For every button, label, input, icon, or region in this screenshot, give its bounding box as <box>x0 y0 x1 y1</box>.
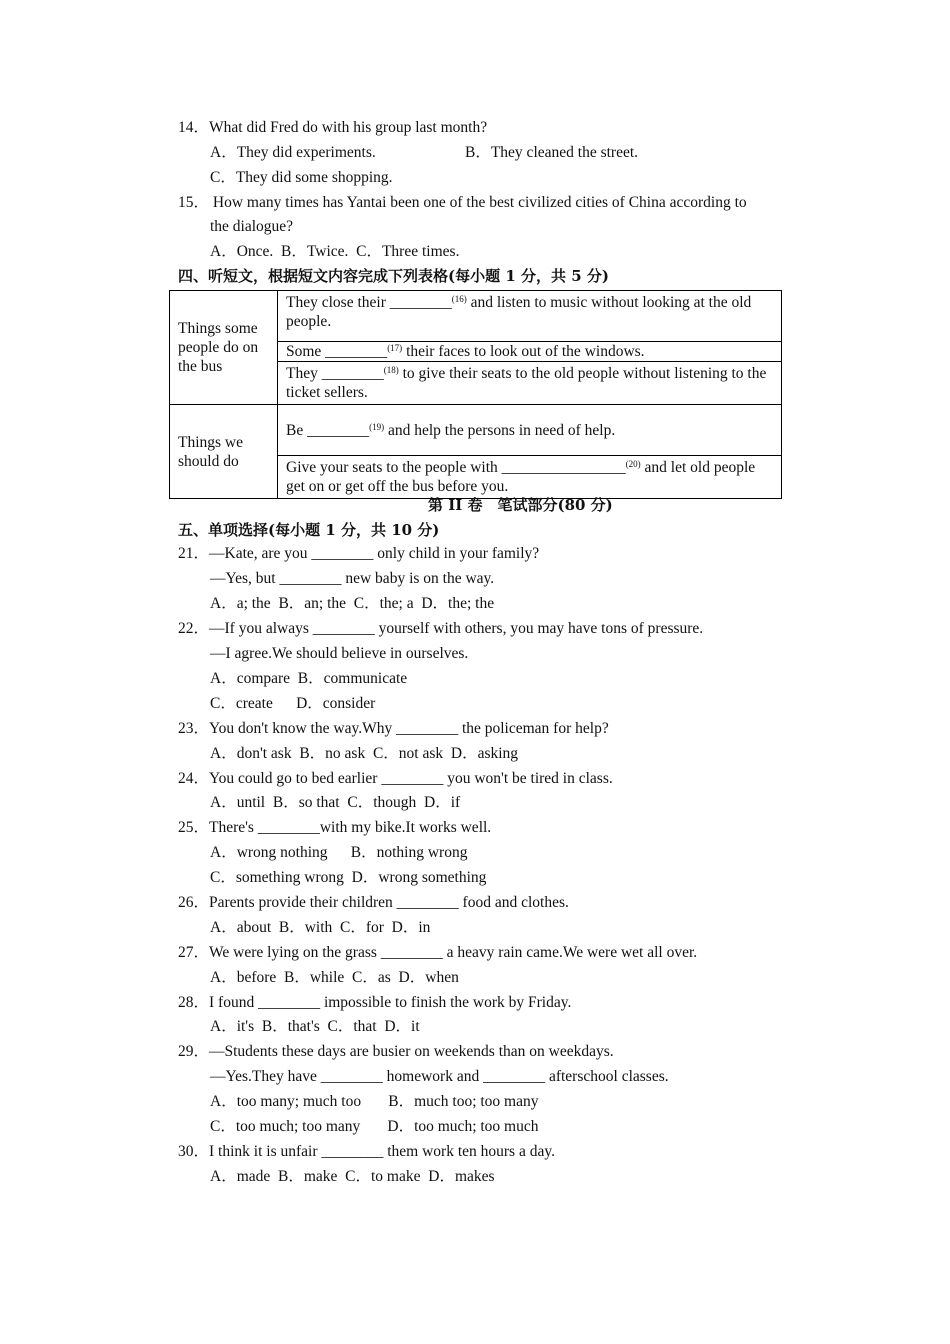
blank-17-number: (17) <box>387 343 403 353</box>
q28-options: A．it's B．that's C．that D．it <box>210 1018 420 1035</box>
q26-options: A．about B．with C．for D．in <box>210 919 431 936</box>
q25-stem: 25．There's ________with my bike.It works well. <box>178 819 492 836</box>
blank-19-number: (19) <box>369 421 385 432</box>
r18-text-cont: to give their seats to the old people without listening to the ticket sellers. <box>286 365 767 401</box>
q22-stem: 22．—If you always ________ yourself with others, you may have tons of pressure. <box>178 620 704 637</box>
q14-option-a: A．They did experiments. <box>210 144 376 161</box>
q23-options: A．don't ask B．no ask C．not ask D．asking <box>210 745 519 762</box>
q30-options: A．made B．make C．to make D．makes <box>210 1168 495 1185</box>
r20-text: Give your seats to the people with ________________ <box>286 459 626 476</box>
q26-stem: 26．Parents provide their children ________ food and clothes. <box>178 894 569 911</box>
table-row-20 <box>278 456 782 499</box>
q29-stem: 29．—Students these days are busier on weekends than on weekdays. <box>178 1043 614 1060</box>
q21-reply: —Yes, but ________ new baby is on the way. <box>210 570 495 587</box>
q14-stem: 14．What did Fred do with his group last month? <box>178 119 488 136</box>
section4-title: 四、听短文，根据短文内容完成下列表格(每小题 1 分，共 5 分) <box>178 267 609 285</box>
q15-stem: 15． How many times has Yantai been one of the best civilized cities of China according to <box>178 194 747 211</box>
q22-options-cd: C．create D．consider <box>210 695 376 712</box>
q21-options: A．a; the B．an; the C．the; a D．the; the <box>210 595 495 612</box>
q14-option-c: C．They did some shopping. <box>210 169 393 186</box>
q27-stem: 27．We were lying on the grass ________ a heavy rain came.We were wet all over. <box>178 944 698 961</box>
r19-text-cont: and help the persons in need of help. <box>384 421 616 439</box>
table-label-bus: Things some people do on the bus <box>170 291 278 405</box>
blank-16-number: (16) <box>451 294 467 304</box>
part2-title: 第 II 卷 笔试部分(80 分) <box>428 496 613 514</box>
table-row-19 <box>278 405 782 456</box>
q22-options-ab: A．compare B．communicate <box>210 670 408 687</box>
r17-text: Some ________ <box>286 343 388 360</box>
listening-table <box>169 290 782 499</box>
r19-text: Be ________ <box>286 421 370 439</box>
q23-stem: 23．You don't know the way.Why ________ the policeman for help? <box>178 720 609 737</box>
q27-options: A．before B．while C．as D．when <box>210 969 459 986</box>
r16-text: They close their ________ <box>286 294 452 311</box>
q25-options-cd: C．something wrong D．wrong something <box>210 869 487 886</box>
table-row-18 <box>278 362 782 405</box>
table-row-16 <box>278 291 782 342</box>
q29-options-ab: A．too many; much too B．much too; too many <box>210 1093 539 1110</box>
q29-options-cd: C．too much; too many D．too much; too much <box>210 1118 539 1135</box>
blank-20-number: (20) <box>625 459 641 469</box>
q22-reply: —I agree.We should believe in ourselves. <box>210 645 469 662</box>
q24-options: A．until B．so that C．though D．if <box>210 794 461 811</box>
blank-18-number: (18) <box>383 365 399 375</box>
q15-options: A．Once. B．Twice. C．Three times. <box>210 243 460 260</box>
r20-text-cont: and let old people get on or get off the bus before you. <box>286 459 756 495</box>
q28-stem: 28．I found ________ impossible to finish the work by Friday. <box>178 994 572 1011</box>
r17-text-cont: their faces to look out of the windows. <box>402 343 645 360</box>
table-label-should: Things we should do <box>170 405 278 499</box>
q29-reply: —Yes.They have ________ homework and ________ afterschool classes. <box>210 1068 669 1085</box>
q14-option-b: B．They cleaned the street. <box>465 144 639 161</box>
section5-title: 五、单项选择(每小题 1 分，共 10 分) <box>178 521 440 539</box>
q25-options-ab: A．wrong nothing B．nothing wrong <box>210 844 468 861</box>
q30-stem: 30．I think it is unfair ________ them work ten hours a day. <box>178 1143 555 1160</box>
q24-stem: 24．You could go to bed earlier ________ you won't be tired in class. <box>178 770 613 787</box>
table-row-17 <box>278 342 782 362</box>
q21-stem: 21．—Kate, are you ________ only child in your family? <box>178 545 540 562</box>
r18-text: They ________ <box>286 365 384 382</box>
r16-text-cont: and listen to music without looking at the old people. <box>286 294 752 330</box>
q15-stem-cont: the dialogue? <box>210 218 294 235</box>
